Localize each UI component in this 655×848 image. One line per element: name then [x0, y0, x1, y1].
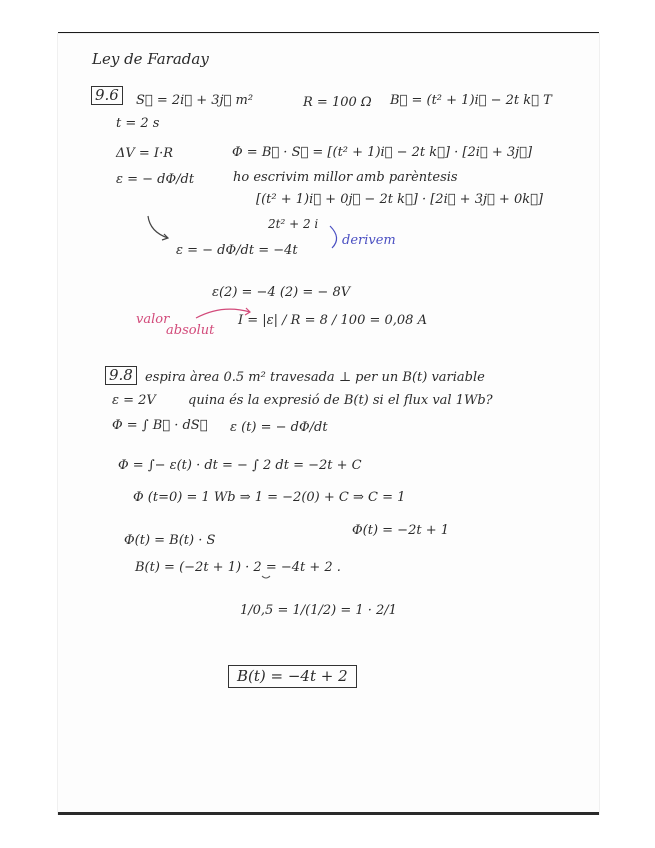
resistance-value: R = 100 Ω — [303, 95, 372, 110]
surface-vector: S⃗ = 2i⃗ + 3j⃗ m² — [136, 93, 254, 108]
absolute-value-note-2: absolut — [166, 323, 215, 338]
rewritten-product: [(t² + 1)i⃗ + 0j⃗ − 2t k⃗] · [2i⃗ + 3j⃗ + 0k⃗] — [256, 192, 543, 207]
problem-number-9-8: 9.8 — [105, 366, 137, 385]
flux-integral: Φ = ∫− ε(t) · dt = − ∫ 2 dt = −2t + C — [118, 458, 362, 473]
ohm-law: ΔV = I·R — [116, 146, 173, 161]
flux-b-times-s: Φ(t) = B(t) · S — [124, 533, 216, 548]
dot-product-result: 2t² + 2 i — [268, 217, 319, 231]
current-result: I = |ε| / R = 8 / 100 = 0,08 A — [238, 313, 427, 328]
problem-9-8-question: quina és la expresió de B(t) si el flux val 1Wb? — [188, 393, 493, 408]
emf-result: ε = − dΦ/dt = −4t — [176, 243, 298, 258]
time-value: t = 2 s — [116, 116, 160, 131]
emf-value-at-2s: ε(2) = −4 (2) = − 8V — [212, 285, 351, 300]
emf-given: ε = 2V — [112, 393, 156, 408]
initial-condition: Φ (t=0) = 1 Wb ⇒ 1 = −2(0) + C ⇒ C = 1 — [133, 490, 406, 505]
flux-expression: Φ(t) = −2t + 1 — [352, 523, 449, 538]
flux-integral-definition: Φ = ∫ B⃗ · dS⃗ — [112, 418, 208, 433]
flux-definition: Φ = B⃗ · S⃗ = [(t² + 1)i⃗ − 2t k⃗] · [2i⃗ + 3j⃗] — [232, 145, 533, 160]
reciprocal-calculation: 1/0,5 = 1/(1/2) = 1 · 2/1 — [240, 603, 397, 618]
b-field-calculation: B(t) = (−2t + 1) · 2 = −4t + 2 . — [135, 560, 341, 575]
emf-time-definition: ε (t) = − dΦ/dt — [230, 420, 328, 435]
derive-note: derivem — [342, 233, 396, 248]
magnetic-field: B⃗ = (t² + 1)i⃗ − 2t k⃗ T — [390, 93, 552, 108]
absolute-value-note-1: valor — [136, 312, 170, 327]
parenthesis-note: ho escrivim millor amb parèntesis — [233, 170, 458, 185]
pink-arrow — [196, 309, 250, 318]
page-title: Ley de Faraday — [92, 50, 209, 68]
brace-derive — [330, 226, 337, 248]
problem-number-9-6: 9.6 — [91, 86, 123, 105]
problem-9-8-statement: espira àrea 0.5 m² travesada ⊥ per un B(t) variable — [145, 370, 485, 385]
final-answer-box: B(t) = −4t + 2 — [228, 665, 357, 688]
tilde-mark — [262, 576, 270, 578]
emf-definition: ε = − dΦ/dt — [116, 172, 195, 187]
